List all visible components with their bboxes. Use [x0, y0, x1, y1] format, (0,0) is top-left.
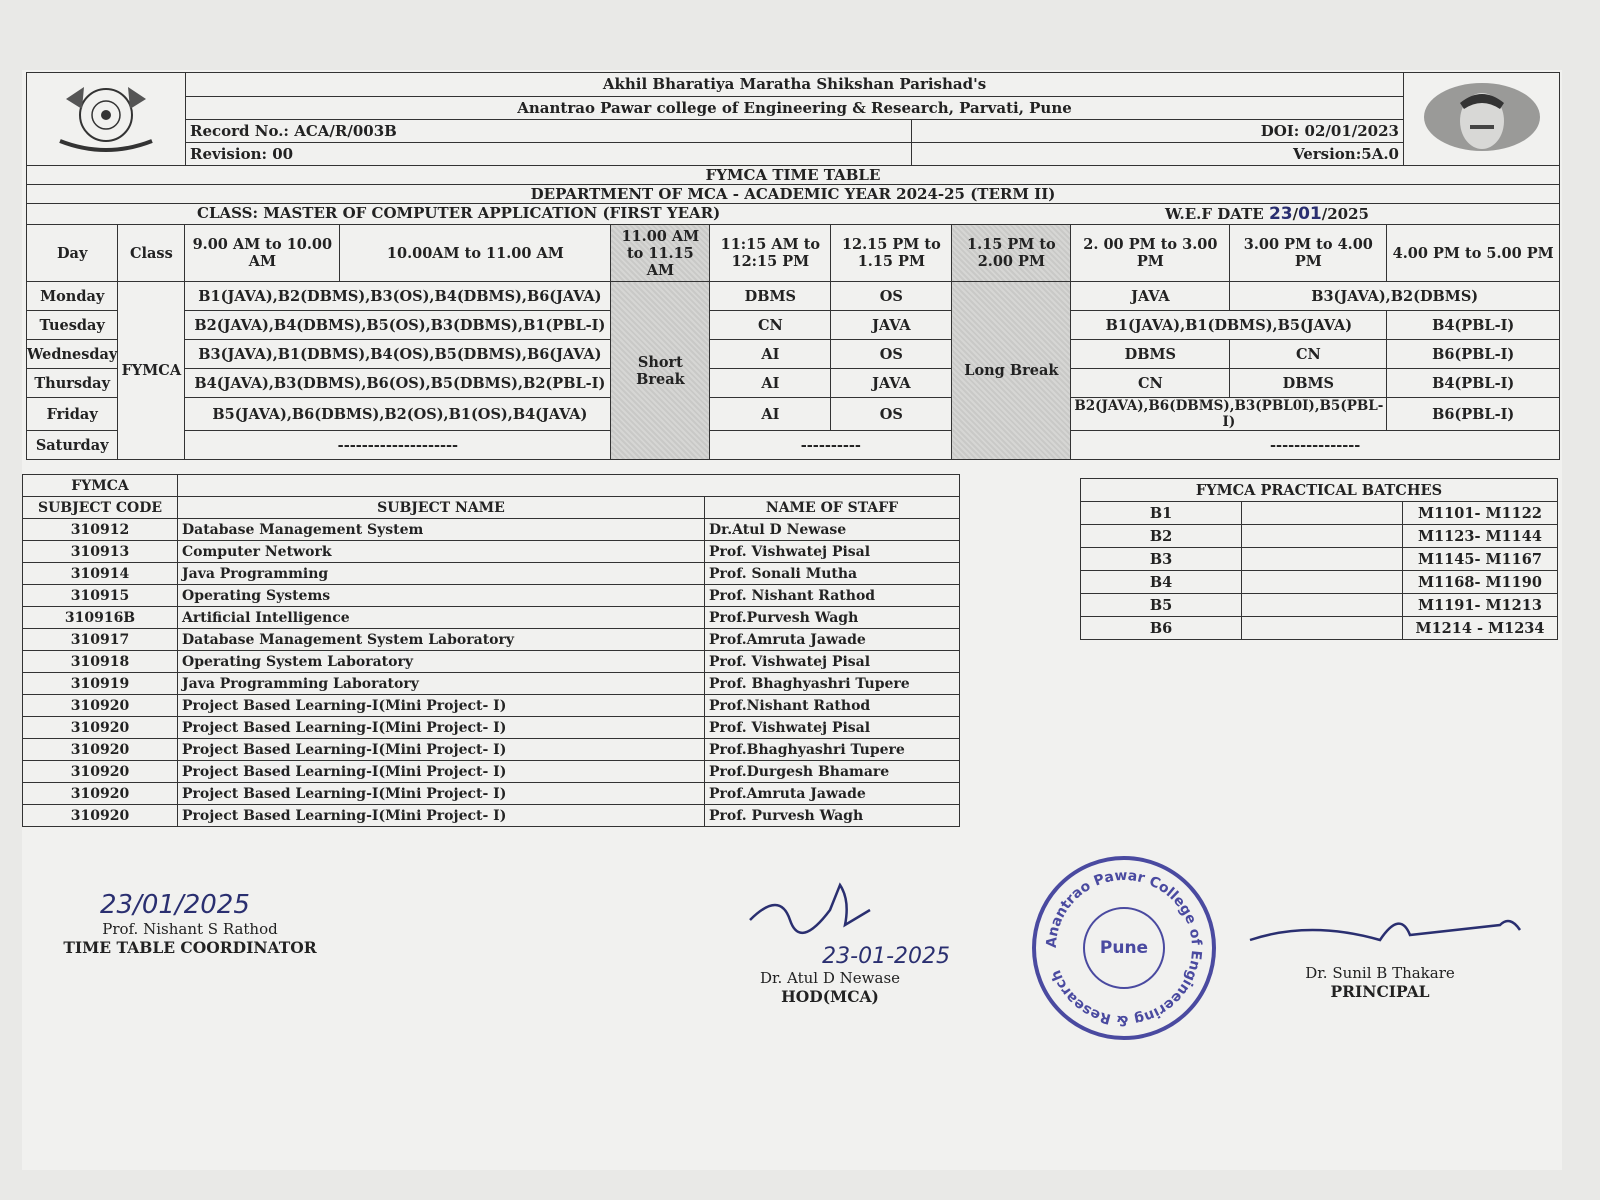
- col-1215pm: 12.15 PM to 1.15 PM: [831, 225, 952, 282]
- col-11am: 11.00 AM to 11.15 AM: [611, 225, 710, 282]
- morning-cell: B3(JAVA),B1(DBMS),B4(OS),B5(DBMS),B6(JAVA): [185, 340, 611, 369]
- staff-name: Prof. Vishwatej Pisal: [705, 717, 960, 739]
- hod-signature-block: [700, 880, 960, 1006]
- subject-name: Project Based Learning-I(Mini Project- I): [178, 761, 705, 783]
- table-row: [23, 563, 960, 585]
- day-cell: Monday: [27, 282, 118, 311]
- subject-name: Operating Systems: [178, 585, 705, 607]
- table-row: [23, 739, 960, 761]
- subject-name: Project Based Learning-I(Mini Project- I): [178, 717, 705, 739]
- college-name: Anantrao Pawar college of Engineering & Research, Parvati, Pune: [186, 96, 1404, 120]
- row-tuesday: [27, 311, 1560, 340]
- batch-range: M1145- M1167: [1403, 548, 1558, 571]
- slot-cell: ----------: [710, 431, 952, 460]
- day-cell: Saturday: [27, 431, 118, 460]
- coordinator-name: Prof. Nishant S Rathod: [102, 920, 278, 938]
- afternoon-cell: CN: [1230, 340, 1387, 369]
- subject-name: Computer Network: [178, 541, 705, 563]
- batch-id: B2: [1081, 525, 1242, 548]
- subject-name: Operating System Laboratory: [178, 651, 705, 673]
- table-row: [1081, 617, 1558, 640]
- subject-code: 310920: [23, 805, 178, 827]
- principal-signature-mark: [1230, 900, 1530, 960]
- day-cell: Wednesday: [27, 340, 118, 369]
- afternoon-cell: ---------------: [1071, 431, 1560, 460]
- slot-cell: AI: [710, 340, 831, 369]
- col-3pm: 3.00 PM to 4.00 PM: [1230, 225, 1387, 282]
- table-row: [23, 519, 960, 541]
- table-row: [23, 805, 960, 827]
- batch-range: M1123- M1144: [1403, 525, 1558, 548]
- batch-range: M1191- M1213: [1403, 594, 1558, 617]
- founder-photo: [1404, 73, 1560, 166]
- col-10am: 10.00AM to 11.00 AM: [340, 225, 611, 282]
- college-stamp: [1032, 856, 1216, 1040]
- wef-date: W.E.F DATE 23/01/2025: [1165, 204, 1369, 224]
- staff-name: Prof. Sonali Mutha: [705, 563, 960, 585]
- wef-year: /2025: [1321, 205, 1369, 223]
- row-thursday: [27, 369, 1560, 398]
- stamp-ring-text: [1044, 868, 1204, 1028]
- table-row: [1081, 571, 1558, 594]
- subject-code: 310915: [23, 585, 178, 607]
- staff-name: Prof.Amruta Jawade: [705, 783, 960, 805]
- table-row: [1081, 548, 1558, 571]
- coordinator-signature: 23/01/2025: [100, 890, 250, 920]
- afternoon-cell: B4(PBL-I): [1387, 311, 1560, 340]
- stamp-ring-path: Anantrao Pawar College of Engineering & Research: [1043, 867, 1205, 1029]
- slot-cell: OS: [831, 398, 952, 431]
- doi: DOI: 02/01/2023: [912, 120, 1404, 143]
- col-staff: NAME OF STAFF: [705, 497, 960, 519]
- subject-code: 310920: [23, 761, 178, 783]
- subject-name: Java Programming Laboratory: [178, 673, 705, 695]
- staff-name: Prof. Vishwatej Pisal: [705, 541, 960, 563]
- table-row: [23, 717, 960, 739]
- stamp-ring: [1036, 860, 1212, 1036]
- batch-range: M1168- M1190: [1403, 571, 1558, 594]
- class-cell: FYMCA: [118, 282, 185, 460]
- stamp-center: Pune: [1083, 907, 1165, 989]
- slot-cell: OS: [831, 340, 952, 369]
- slot-cell: DBMS: [710, 282, 831, 311]
- table-row: [23, 761, 960, 783]
- afternoon-cell: B1(JAVA),B1(DBMS),B5(JAVA): [1071, 311, 1387, 340]
- slot-cell: CN: [710, 311, 831, 340]
- principal-title: PRINCIPAL: [1330, 982, 1430, 1001]
- col-2pm: 2. 00 PM to 3.00 PM: [1071, 225, 1230, 282]
- afternoon-cell: B2(JAVA),B6(DBMS),B3(PBL0I),B5(PBL-I): [1071, 398, 1387, 431]
- morning-cell: B1(JAVA),B2(DBMS),B3(OS),B4(DBMS),B6(JAVA): [185, 282, 611, 311]
- col-4pm: 4.00 PM to 5.00 PM: [1387, 225, 1560, 282]
- short-break-cell: Short Break: [611, 282, 710, 460]
- subject-code: 310920: [23, 717, 178, 739]
- subject-code: 310917: [23, 629, 178, 651]
- col-day: Day: [27, 225, 118, 282]
- hod-signature-date: 23-01-2025: [822, 944, 950, 969]
- hod-name: Dr. Atul D Newase: [759, 969, 901, 987]
- afternoon-cell: B4(PBL-I): [1387, 369, 1560, 398]
- class-line-row: [27, 204, 1560, 225]
- afternoon-cell: DBMS: [1071, 340, 1230, 369]
- table-row: [23, 695, 960, 717]
- subject-name: Database Management System Laboratory: [178, 629, 705, 651]
- principal-signature-block: [1230, 900, 1530, 1001]
- afternoon-cell: B6(PBL-I): [1387, 398, 1560, 431]
- col-subject-code: SUBJECT CODE: [23, 497, 178, 519]
- day-cell: Thursday: [27, 369, 118, 398]
- org-name: Akhil Bharatiya Maratha Shikshan Parishad's: [186, 73, 1404, 97]
- row-friday: [27, 398, 1560, 431]
- subject-name: Artificial Intelligence: [178, 607, 705, 629]
- long-break-cell: Long Break: [952, 282, 1071, 460]
- subject-name: Project Based Learning-I(Mini Project- I): [178, 783, 705, 805]
- batch-id: B3: [1081, 548, 1242, 571]
- staff-name: Prof.Bhaghyashri Tupere: [705, 739, 960, 761]
- morning-cell: B4(JAVA),B3(DBMS),B6(OS),B5(DBMS),B2(PBL-I): [185, 369, 611, 398]
- table-row: [23, 783, 960, 805]
- document-header: [26, 72, 1560, 225]
- col-115pm: 1.15 PM to 2.00 PM: [952, 225, 1071, 282]
- subject-table: [22, 474, 960, 827]
- col-1115am: 11:15 AM to 12:15 PM: [710, 225, 831, 282]
- col-class: Class: [118, 225, 185, 282]
- batch-id: B5: [1081, 594, 1242, 617]
- batch-id: B4: [1081, 571, 1242, 594]
- class-line: CLASS: MASTER OF COMPUTER APPLICATION (FIRST YEAR): [197, 204, 721, 222]
- blank-cell: [1242, 502, 1403, 525]
- batches-title: FYMCA PRACTICAL BATCHES: [1081, 479, 1558, 502]
- blank-cell: [1242, 594, 1403, 617]
- afternoon-cell: B3(JAVA),B2(DBMS): [1230, 282, 1560, 311]
- batch-range: M1101- M1122: [1403, 502, 1558, 525]
- subject-name: Database Management System: [178, 519, 705, 541]
- morning-cell: B5(JAVA),B6(DBMS),B2(OS),B1(OS),B4(JAVA): [185, 398, 611, 431]
- row-saturday: [27, 431, 1560, 460]
- morning-cell: --------------------: [185, 431, 611, 460]
- subject-code: 310920: [23, 783, 178, 805]
- blank-cell: [1242, 525, 1403, 548]
- coordinator-signature-block: [60, 890, 320, 957]
- slot-cell: AI: [710, 398, 831, 431]
- slot-cell: JAVA: [831, 369, 952, 398]
- subject-name: Project Based Learning-I(Mini Project- I): [178, 805, 705, 827]
- batch-id: B6: [1081, 617, 1242, 640]
- staff-name: Prof. Nishant Rathod: [705, 585, 960, 607]
- slot-cell: JAVA: [831, 311, 952, 340]
- staff-name: Prof. Bhaghyashri Tupere: [705, 673, 960, 695]
- subject-code: 310920: [23, 695, 178, 717]
- staff-name: Prof. Vishwatej Pisal: [705, 651, 960, 673]
- afternoon-cell: B6(PBL-I): [1387, 340, 1560, 369]
- morning-cell: B2(JAVA),B4(DBMS),B5(OS),B3(DBMS),B1(PBL-I): [185, 311, 611, 340]
- college-logo: [27, 73, 186, 166]
- day-cell: Friday: [27, 398, 118, 431]
- table-row: [1081, 502, 1558, 525]
- subject-code: 310916B: [23, 607, 178, 629]
- subject-name: Project Based Learning-I(Mini Project- I): [178, 695, 705, 717]
- wef-label: W.E.F DATE: [1165, 205, 1264, 223]
- wef-day: 23: [1268, 204, 1293, 224]
- principal-name: Dr. Sunil B Thakare: [1305, 964, 1455, 982]
- slot-cell: AI: [710, 369, 831, 398]
- slot-cell: OS: [831, 282, 952, 311]
- batch-range: M1214 - M1234: [1403, 617, 1558, 640]
- day-cell: Tuesday: [27, 311, 118, 340]
- doc-title: FYMCA TIME TABLE: [27, 166, 1560, 185]
- staff-name: Prof. Purvesh Wagh: [705, 805, 960, 827]
- staff-name: Prof.Nishant Rathod: [705, 695, 960, 717]
- timetable-header-row: [27, 225, 1560, 282]
- staff-name: Prof.Durgesh Bhamare: [705, 761, 960, 783]
- subject-name: Project Based Learning-I(Mini Project- I): [178, 739, 705, 761]
- version: Version:5A.0: [912, 143, 1404, 166]
- table-row: [23, 651, 960, 673]
- subject-name: Java Programming: [178, 563, 705, 585]
- row-monday: [27, 282, 1560, 311]
- table-row: [1081, 525, 1558, 548]
- department: DEPARTMENT OF MCA - ACADEMIC YEAR 2024-25 (TERM II): [27, 185, 1560, 204]
- hod-signature-mark: [740, 880, 920, 940]
- table-row: [23, 585, 960, 607]
- subject-code: 310913: [23, 541, 178, 563]
- coordinator-title: TIME TABLE COORDINATOR: [63, 938, 317, 957]
- weekly-timetable: [26, 224, 1560, 460]
- hod-title: HOD(MCA): [781, 987, 879, 1006]
- blank-cell: [1242, 571, 1403, 594]
- staff-name: Prof.Purvesh Wagh: [705, 607, 960, 629]
- emblem-icon: [46, 79, 166, 155]
- practical-batches-table: [1080, 478, 1558, 640]
- table-row: [23, 629, 960, 651]
- table-row: [23, 607, 960, 629]
- blank-header-cell: [178, 475, 960, 497]
- col-subject-name: SUBJECT NAME: [178, 497, 705, 519]
- subject-group-label: FYMCA: [23, 475, 178, 497]
- batch-id: B1: [1081, 502, 1242, 525]
- record-no: Record No.: ACA/R/003B: [186, 120, 912, 143]
- revision: Revision: 00: [186, 143, 912, 166]
- blank-cell: [1242, 617, 1403, 640]
- staff-name: Prof.Amruta Jawade: [705, 629, 960, 651]
- col-9am: 9.00 AM to 10.00 AM: [185, 225, 340, 282]
- blank-cell: [1242, 548, 1403, 571]
- portrait-icon: [1420, 79, 1544, 155]
- afternoon-cell: CN: [1071, 369, 1230, 398]
- afternoon-cell: JAVA: [1071, 282, 1230, 311]
- row-wednesday: [27, 340, 1560, 369]
- subject-code: 310912: [23, 519, 178, 541]
- subject-code: 310914: [23, 563, 178, 585]
- subject-code: 310919: [23, 673, 178, 695]
- table-row: [1081, 594, 1558, 617]
- staff-name: Dr.Atul D Newase: [705, 519, 960, 541]
- wef-month: 01: [1298, 204, 1322, 224]
- afternoon-cell: DBMS: [1230, 369, 1387, 398]
- subject-code: 310918: [23, 651, 178, 673]
- table-row: [23, 673, 960, 695]
- table-row: [23, 541, 960, 563]
- subject-code: 310920: [23, 739, 178, 761]
